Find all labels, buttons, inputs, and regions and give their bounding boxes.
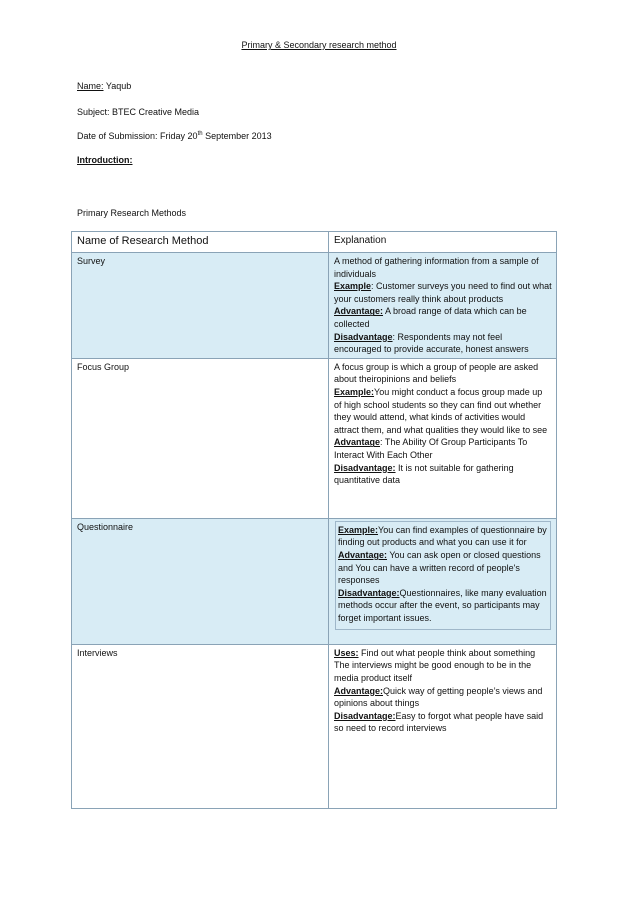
disadvantage-line xyxy=(338,587,548,625)
advantage-text: You can ask open or closed questions and You can have a written record of people's responses xyxy=(338,549,541,586)
advantage-text: Quick way of getting people’s views and opinions about things xyxy=(334,685,543,709)
disadvantage-label: Disadvantage: xyxy=(334,710,396,721)
example-label: Example: xyxy=(338,524,379,535)
table-row xyxy=(72,253,557,359)
introduction-heading: Introduction: xyxy=(77,155,133,165)
example-text: You can find examples of questionnaire by finding out products and what you can use it for xyxy=(338,524,547,548)
example-line xyxy=(338,524,548,549)
uses-label: Uses: xyxy=(334,647,359,658)
table-row xyxy=(72,644,557,808)
disadvantage-label: Disadvantage xyxy=(334,331,393,342)
advantage-label: Advantage: xyxy=(338,549,388,560)
explanation-intro: A focus group is which a group of people are asked about theiropinions and beliefs xyxy=(334,361,539,385)
example-label: Example xyxy=(334,281,372,292)
example-line xyxy=(334,386,552,436)
disadvantage-text: : Respondents may not feel encouraged to provide accurate, honest answers xyxy=(334,331,529,355)
method-explanation xyxy=(329,253,557,359)
disadvantage-text: Easy to forgot what people have said so need to record interviews xyxy=(334,710,544,734)
date-superscript: th xyxy=(197,131,203,137)
method-explanation xyxy=(329,518,557,644)
section-label: Primary Research Methods xyxy=(77,208,187,218)
disadvantage-label: Disadvantage: xyxy=(334,462,396,473)
disadvantage-line xyxy=(334,331,552,356)
uses-line xyxy=(334,647,552,660)
advantage-line xyxy=(338,549,548,587)
disadvantage-text: Questionnaires, like many evaluation methods occur after the event, so participants may forget important issues. xyxy=(338,587,547,623)
disadvantage-line xyxy=(334,710,552,735)
research-methods-table xyxy=(71,231,557,809)
explanation-box xyxy=(335,521,551,630)
name-label: Name: xyxy=(77,81,104,91)
table-header-row xyxy=(72,232,557,253)
date-prefix: Date of Submission: Friday 20 xyxy=(77,131,198,141)
date-suffix: September 2013 xyxy=(202,131,272,141)
example-line xyxy=(334,280,552,305)
example-label: Example: xyxy=(334,386,375,397)
date-line xyxy=(77,131,272,141)
table-row xyxy=(72,358,557,518)
method-name: Interviews xyxy=(72,644,329,808)
disadvantage-label: Disadvantage: xyxy=(338,587,400,598)
uses-text: Find out what people think about something xyxy=(358,647,536,658)
method-name: Survey xyxy=(72,253,329,359)
disadvantage-text: It is not suitable for gathering quantitative data xyxy=(334,462,514,486)
advantage-text: : The Ability Of Group Participants To Interact With Each Other xyxy=(334,437,528,460)
method-explanation xyxy=(329,644,557,808)
example-text: : Customer surveys you need to find out what your customers really think about products xyxy=(334,281,552,304)
method-name: Questionnaire xyxy=(72,518,329,644)
page-title: Primary & Secondary research method xyxy=(241,40,397,50)
table-row xyxy=(72,518,557,644)
advantage-line xyxy=(334,436,552,461)
header-explanation: Explanation xyxy=(329,232,557,253)
advantage-label: Advantage: xyxy=(334,685,384,696)
advantage-line xyxy=(334,305,552,330)
advantage-line xyxy=(334,685,552,710)
name-line xyxy=(77,81,131,91)
method-name: Focus Group xyxy=(72,358,329,518)
disadvantage-line xyxy=(334,462,552,487)
subject-line: Subject: BTEC Creative Media xyxy=(77,107,200,117)
explanation-intro: The interviews might be good enough to be in the media product itself xyxy=(334,660,532,683)
name-value: Yaqub xyxy=(105,81,132,91)
advantage-label: Advantage: xyxy=(334,306,384,317)
explanation-intro: A method of gathering information from a sample of individuals xyxy=(334,256,539,279)
method-explanation xyxy=(329,358,557,518)
advantage-label: Advantage xyxy=(334,437,381,448)
header-name: Name of Research Method xyxy=(72,232,329,253)
example-text: You might conduct a focus group made up of high school students so they can find out whether they would attend, what kinds of activities would attract them, and what qualities they would like to see xyxy=(334,386,548,435)
advantage-text: A broad range of data which can be collected xyxy=(334,306,527,329)
